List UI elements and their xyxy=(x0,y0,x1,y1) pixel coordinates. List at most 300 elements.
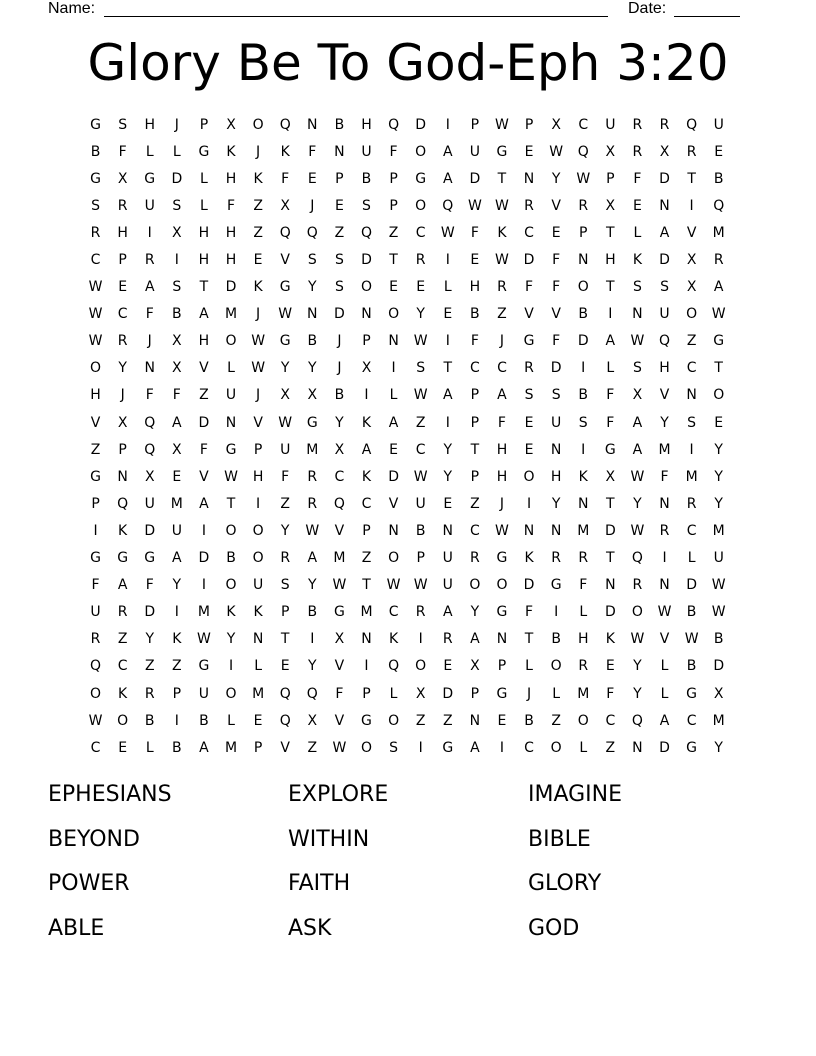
grid-letter[interactable]: G xyxy=(306,414,318,431)
grid-letter[interactable]: S xyxy=(551,387,561,404)
grid-letter[interactable]: V xyxy=(90,414,101,431)
grid-letter[interactable]: X xyxy=(307,712,318,729)
grid-letter[interactable]: A xyxy=(144,279,155,296)
grid-letter[interactable]: C xyxy=(388,604,399,621)
grid-letter[interactable]: A xyxy=(659,712,670,729)
grid-letter[interactable]: P xyxy=(524,116,534,133)
grid-letter[interactable]: L xyxy=(200,197,208,214)
grid-letter[interactable]: F xyxy=(389,143,398,160)
grid-letter[interactable]: D xyxy=(144,604,156,621)
grid-letter[interactable]: W xyxy=(630,522,645,539)
grid-letter[interactable]: E xyxy=(307,170,317,187)
grid-letter[interactable]: P xyxy=(362,333,371,350)
grid-letter[interactable]: Y xyxy=(145,631,155,648)
grid-letter[interactable]: I xyxy=(418,739,423,756)
grid-letter[interactable]: R xyxy=(578,550,589,567)
grid-letter[interactable]: G xyxy=(550,577,562,594)
grid-letter[interactable]: W xyxy=(224,468,238,485)
grid-letter[interactable]: B xyxy=(361,170,372,187)
grid-letter[interactable]: Y xyxy=(633,495,642,512)
grid-letter[interactable]: R xyxy=(632,143,643,160)
grid-letter[interactable]: E xyxy=(605,658,615,675)
grid-letter[interactable]: S xyxy=(660,279,669,296)
grid-letter[interactable]: E xyxy=(714,414,724,431)
grid-letter[interactable]: E xyxy=(334,197,344,214)
grid-letter[interactable]: E xyxy=(172,468,182,485)
grid-letter[interactable]: X xyxy=(361,360,372,377)
grid-letter[interactable]: Y xyxy=(443,441,453,458)
grid-letter[interactable]: X xyxy=(415,685,426,702)
grid-letter[interactable]: O xyxy=(252,522,264,539)
grid-letter[interactable]: H xyxy=(225,170,237,187)
grid-letter[interactable]: Y xyxy=(335,414,344,431)
grid-letter[interactable]: N xyxy=(144,360,155,377)
grid-letter[interactable]: S xyxy=(172,279,182,296)
grid-letter[interactable]: P xyxy=(335,170,344,187)
grid-letter[interactable]: R xyxy=(551,550,561,567)
grid-letter[interactable]: Q xyxy=(686,116,698,133)
grid-letter[interactable]: G xyxy=(279,279,291,296)
grid-letter[interactable]: H xyxy=(198,333,210,350)
grid-letter[interactable]: I xyxy=(581,360,586,377)
grid-letter[interactable]: W xyxy=(332,577,347,594)
grid-letter[interactable]: R xyxy=(415,252,426,269)
grid-letter[interactable]: O xyxy=(388,550,400,567)
grid-letter[interactable]: F xyxy=(281,468,290,485)
grid-letter[interactable]: S xyxy=(307,252,317,269)
grid-letter[interactable]: S xyxy=(334,279,344,296)
grid-letter[interactable]: D xyxy=(388,468,399,485)
grid-letter[interactable]: G xyxy=(442,739,454,756)
grid-letter[interactable]: N xyxy=(686,387,697,404)
grid-letter[interactable]: A xyxy=(442,143,453,160)
grid-letter[interactable]: B xyxy=(90,143,101,160)
grid-letter[interactable]: V xyxy=(334,658,345,675)
grid-letter[interactable]: F xyxy=(308,143,317,160)
grid-letter[interactable]: F xyxy=(172,387,181,404)
grid-letter[interactable]: R xyxy=(578,197,589,214)
grid-letter[interactable]: D xyxy=(144,522,156,539)
grid-letter[interactable]: P xyxy=(416,550,425,567)
grid-letter[interactable]: Y xyxy=(714,441,723,458)
grid-letter[interactable]: Z xyxy=(415,414,426,431)
grid-letter[interactable]: K xyxy=(226,604,236,621)
grid-letter[interactable]: L xyxy=(227,712,235,729)
grid-letter[interactable]: G xyxy=(198,658,210,675)
grid-letter[interactable]: W xyxy=(630,631,645,648)
grid-letter[interactable]: P xyxy=(118,441,127,458)
grid-letter[interactable]: N xyxy=(307,306,318,323)
grid-letter[interactable]: E xyxy=(524,441,534,458)
grid-letter[interactable]: E xyxy=(389,279,398,296)
grid-letter[interactable]: G xyxy=(496,550,508,567)
grid-letter[interactable]: G xyxy=(523,333,535,350)
grid-letter[interactable]: U xyxy=(415,495,426,512)
grid-letter[interactable]: X xyxy=(605,468,616,485)
grid-letter[interactable]: D xyxy=(361,252,372,269)
grid-letter[interactable]: K xyxy=(226,143,236,160)
grid-letter[interactable]: N xyxy=(361,631,372,648)
grid-letter[interactable]: D xyxy=(713,658,725,675)
grid-letter[interactable]: W xyxy=(495,197,509,214)
grid-letter[interactable]: B xyxy=(551,631,561,648)
grid-letter[interactable]: C xyxy=(469,360,480,377)
grid-letter[interactable]: R xyxy=(90,631,101,648)
grid-letter[interactable]: V xyxy=(199,360,209,377)
grid-letter[interactable]: P xyxy=(470,685,480,702)
grid-letter[interactable]: B xyxy=(578,387,589,404)
grid-letter[interactable]: Q xyxy=(713,197,725,214)
grid-letter[interactable]: H xyxy=(225,224,237,241)
grid-letter[interactable]: U xyxy=(713,550,724,567)
grid-letter[interactable]: O xyxy=(117,712,129,729)
grid-letter[interactable]: L xyxy=(443,279,452,296)
grid-letter[interactable]: A xyxy=(307,550,318,567)
grid-letter[interactable]: F xyxy=(470,224,479,241)
grid-letter[interactable]: I xyxy=(499,739,505,756)
grid-letter[interactable]: F xyxy=(226,197,236,214)
grid-letter[interactable]: W xyxy=(251,333,266,350)
grid-letter[interactable]: Z xyxy=(686,333,697,350)
grid-letter[interactable]: I xyxy=(608,306,613,323)
grid-letter[interactable]: W xyxy=(413,333,428,350)
grid-letter[interactable]: K xyxy=(388,631,399,648)
grid-letter[interactable]: V xyxy=(551,306,561,323)
grid-letter[interactable]: J xyxy=(337,360,342,377)
grid-letter[interactable]: T xyxy=(606,279,615,296)
grid-letter[interactable]: A xyxy=(605,333,616,350)
grid-letter[interactable]: C xyxy=(686,522,697,539)
grid-letter[interactable]: M xyxy=(224,739,238,756)
grid-letter[interactable]: Y xyxy=(551,495,561,512)
grid-letter[interactable]: P xyxy=(253,441,263,458)
grid-letter[interactable]: K xyxy=(118,685,128,702)
grid-letter[interactable]: Y xyxy=(308,577,317,594)
grid-letter[interactable]: Q xyxy=(631,712,643,729)
grid-letter[interactable]: N xyxy=(659,197,670,214)
grid-letter[interactable]: R xyxy=(497,279,507,296)
grid-letter[interactable]: Y xyxy=(226,631,236,648)
grid-letter[interactable]: W xyxy=(88,279,103,296)
grid-letter[interactable]: D xyxy=(550,360,562,377)
grid-letter[interactable]: X xyxy=(686,279,697,296)
grid-letter[interactable]: M xyxy=(577,522,590,539)
grid-letter[interactable]: P xyxy=(172,685,182,702)
grid-letter[interactable]: Z xyxy=(415,712,426,729)
grid-letter[interactable]: I xyxy=(364,387,369,404)
grid-letter[interactable]: S xyxy=(334,252,344,269)
grid-letter[interactable]: R xyxy=(659,116,670,133)
grid-letter[interactable]: Z xyxy=(551,712,561,729)
grid-letter[interactable]: V xyxy=(334,712,345,729)
grid-letter[interactable]: V xyxy=(524,306,534,323)
grid-letter[interactable]: R xyxy=(686,143,697,160)
grid-letter[interactable]: W xyxy=(576,170,591,187)
grid-letter[interactable]: K xyxy=(361,414,372,431)
grid-letter[interactable]: D xyxy=(659,739,670,756)
grid-letter[interactable]: S xyxy=(362,197,371,214)
grid-letter[interactable]: X xyxy=(172,360,182,377)
grid-letter[interactable]: I xyxy=(310,631,315,648)
grid-letter[interactable]: N xyxy=(225,414,237,431)
grid-letter[interactable]: P xyxy=(199,116,209,133)
grid-letter[interactable]: F xyxy=(145,306,154,323)
grid-letter[interactable]: Y xyxy=(714,468,723,485)
grid-letter[interactable]: Y xyxy=(714,739,723,756)
grid-letter[interactable]: B xyxy=(144,712,155,729)
grid-letter[interactable]: Z xyxy=(470,495,480,512)
grid-letter[interactable]: Q xyxy=(279,116,291,133)
grid-letter[interactable]: I xyxy=(147,224,152,241)
grid-letter[interactable]: L xyxy=(200,170,208,187)
grid-letter[interactable]: B xyxy=(226,550,236,567)
grid-letter[interactable]: O xyxy=(415,197,427,214)
grid-letter[interactable]: W xyxy=(88,712,103,729)
grid-letter[interactable]: M xyxy=(333,550,346,567)
grid-letter[interactable]: A xyxy=(713,279,724,296)
grid-letter[interactable]: E xyxy=(524,143,534,160)
grid-letter[interactable]: M xyxy=(658,441,671,458)
grid-letter[interactable]: P xyxy=(497,658,507,675)
grid-letter[interactable]: M xyxy=(685,468,698,485)
grid-letter[interactable]: P xyxy=(253,739,263,756)
grid-letter[interactable]: R xyxy=(280,550,291,567)
grid-letter[interactable]: N xyxy=(659,577,670,594)
grid-letter[interactable]: X xyxy=(334,631,345,648)
grid-letter[interactable]: Q xyxy=(360,224,372,241)
grid-letter[interactable]: F xyxy=(633,170,642,187)
grid-letter[interactable]: T xyxy=(687,170,696,187)
grid-letter[interactable]: T xyxy=(443,360,453,377)
grid-letter[interactable]: J xyxy=(120,387,125,404)
grid-letter[interactable]: W xyxy=(413,387,428,404)
grid-letter[interactable]: B xyxy=(415,522,426,539)
grid-letter[interactable]: A xyxy=(442,170,453,187)
grid-letter[interactable]: X xyxy=(659,143,670,160)
grid-letter[interactable]: I xyxy=(228,658,234,675)
grid-letter[interactable]: L xyxy=(172,143,181,160)
grid-letter[interactable]: D xyxy=(415,116,427,133)
grid-letter[interactable]: R xyxy=(144,685,155,702)
grid-letter[interactable]: Y xyxy=(172,577,182,594)
grid-letter[interactable]: J xyxy=(310,197,315,214)
grid-letter[interactable]: W xyxy=(278,414,293,431)
grid-letter[interactable]: B xyxy=(713,170,724,187)
grid-letter[interactable]: I xyxy=(93,522,98,539)
grid-letter[interactable]: S xyxy=(416,360,426,377)
grid-letter[interactable]: Y xyxy=(470,604,480,621)
grid-letter[interactable]: W xyxy=(495,522,509,539)
grid-letter[interactable]: E xyxy=(470,252,480,269)
grid-letter[interactable]: D xyxy=(198,550,210,567)
grid-letter[interactable]: R xyxy=(307,468,318,485)
grid-letter[interactable]: S xyxy=(91,197,100,214)
grid-letter[interactable]: D xyxy=(225,279,237,296)
grid-letter[interactable]: O xyxy=(577,279,589,296)
grid-letter[interactable]: O xyxy=(415,658,427,675)
grid-letter[interactable]: C xyxy=(686,712,697,729)
grid-letter[interactable]: A xyxy=(199,739,209,756)
grid-letter[interactable]: X xyxy=(605,143,616,160)
grid-letter[interactable]: E xyxy=(443,658,453,675)
grid-letter[interactable]: T xyxy=(497,170,507,187)
grid-letter[interactable]: Q xyxy=(117,495,129,512)
grid-letter[interactable]: R xyxy=(632,577,643,594)
grid-letter[interactable]: L xyxy=(633,224,642,241)
grid-letter[interactable]: X xyxy=(280,387,290,404)
grid-letter[interactable]: A xyxy=(632,441,643,458)
grid-letter[interactable]: G xyxy=(333,604,345,621)
grid-letter[interactable]: A xyxy=(470,631,480,648)
grid-letter[interactable]: G xyxy=(415,170,427,187)
grid-letter[interactable]: F xyxy=(606,685,615,702)
grid-letter[interactable]: F xyxy=(552,279,561,296)
grid-letter[interactable]: C xyxy=(497,360,507,377)
grid-letter[interactable]: L xyxy=(687,550,696,567)
grid-letter[interactable]: W xyxy=(711,577,726,594)
grid-letter[interactable]: W xyxy=(467,197,482,214)
grid-letter[interactable]: A xyxy=(117,577,128,594)
grid-letter[interactable]: P xyxy=(362,522,371,539)
grid-letter[interactable]: B xyxy=(686,658,697,675)
grid-letter[interactable]: K xyxy=(632,252,643,269)
grid-letter[interactable]: H xyxy=(90,387,101,404)
grid-letter[interactable]: W xyxy=(305,522,320,539)
grid-letter[interactable]: Y xyxy=(308,279,317,296)
grid-letter[interactable]: I xyxy=(689,197,694,214)
grid-letter[interactable]: U xyxy=(225,387,237,404)
grid-letter[interactable]: R xyxy=(144,252,155,269)
grid-letter[interactable]: Z xyxy=(334,224,345,241)
grid-letter[interactable]: F xyxy=(145,577,154,594)
grid-letter[interactable]: M xyxy=(712,712,725,729)
grid-letter[interactable]: V xyxy=(551,197,561,214)
grid-letter[interactable]: X xyxy=(605,197,616,214)
grid-letter[interactable]: N xyxy=(523,522,535,539)
grid-letter[interactable]: G xyxy=(90,170,101,187)
grid-letter[interactable]: W xyxy=(495,252,509,269)
grid-letter[interactable]: I xyxy=(391,360,396,377)
grid-letter[interactable]: I xyxy=(526,495,532,512)
grid-letter[interactable]: F xyxy=(335,685,344,702)
grid-letter[interactable]: U xyxy=(442,550,453,567)
grid-letter[interactable]: T xyxy=(226,495,236,512)
grid-letter[interactable]: O xyxy=(577,712,589,729)
grid-letter[interactable]: R xyxy=(117,197,128,214)
grid-letter[interactable]: N xyxy=(632,739,643,756)
grid-letter[interactable]: W xyxy=(711,306,726,323)
grid-letter[interactable]: H xyxy=(550,468,562,485)
grid-letter[interactable]: N xyxy=(442,522,453,539)
grid-letter[interactable]: A xyxy=(632,414,643,431)
grid-letter[interactable]: A xyxy=(172,550,182,567)
grid-letter[interactable]: W xyxy=(711,604,726,621)
grid-letter[interactable]: R xyxy=(117,604,128,621)
grid-letter[interactable]: K xyxy=(497,224,507,241)
grid-letter[interactable]: O xyxy=(388,306,400,323)
grid-letter[interactable]: F xyxy=(552,252,561,269)
grid-letter[interactable]: N xyxy=(577,495,589,512)
grid-letter[interactable]: U xyxy=(252,577,264,594)
grid-letter[interactable]: A xyxy=(199,306,209,323)
grid-letter[interactable]: K xyxy=(605,631,615,648)
grid-letter[interactable]: G xyxy=(604,441,616,458)
grid-letter[interactable]: U xyxy=(144,495,155,512)
grid-letter[interactable]: R xyxy=(117,333,128,350)
grid-letter[interactable]: N xyxy=(388,522,399,539)
grid-letter[interactable]: Y xyxy=(633,685,642,702)
grid-letter[interactable]: D xyxy=(523,252,535,269)
grid-letter[interactable]: C xyxy=(90,739,101,756)
grid-letter[interactable]: P xyxy=(389,170,398,187)
grid-letter[interactable]: Q xyxy=(333,495,345,512)
grid-letter[interactable]: K xyxy=(253,604,263,621)
grid-letter[interactable]: P xyxy=(579,224,588,241)
grid-letter[interactable]: Q xyxy=(388,658,400,675)
grid-letter[interactable]: N xyxy=(632,306,643,323)
grid-letter[interactable]: V xyxy=(334,522,345,539)
grid-letter[interactable]: X xyxy=(470,658,480,675)
date-blank[interactable] xyxy=(674,16,740,17)
grid-letter[interactable]: L xyxy=(389,685,398,702)
grid-letter[interactable]: F xyxy=(281,170,290,187)
grid-letter[interactable]: H xyxy=(469,279,481,296)
grid-letter[interactable]: O xyxy=(388,712,400,729)
grid-letter[interactable]: R xyxy=(90,224,101,241)
grid-letter[interactable]: Q xyxy=(577,143,589,160)
grid-letter[interactable]: O xyxy=(415,143,427,160)
grid-letter[interactable]: Q xyxy=(279,224,291,241)
grid-letter[interactable]: H xyxy=(361,116,372,133)
grid-letter[interactable]: G xyxy=(225,441,237,458)
grid-letter[interactable]: D xyxy=(686,577,697,594)
grid-letter[interactable]: Z xyxy=(280,495,290,512)
grid-letter[interactable]: Z xyxy=(388,224,399,241)
grid-letter[interactable]: G xyxy=(496,685,508,702)
grid-letter[interactable]: F xyxy=(497,414,506,431)
grid-letter[interactable]: B xyxy=(307,333,318,350)
grid-letter[interactable]: I xyxy=(364,658,369,675)
grid-letter[interactable]: U xyxy=(280,441,291,458)
grid-letter[interactable]: C xyxy=(605,712,616,729)
grid-letter[interactable]: G xyxy=(361,712,372,729)
grid-letter[interactable]: V xyxy=(659,387,670,404)
grid-letter[interactable]: E xyxy=(551,224,561,241)
grid-letter[interactable]: Q xyxy=(279,685,291,702)
grid-letter[interactable]: F xyxy=(199,441,208,458)
grid-letter[interactable]: N xyxy=(523,170,535,187)
grid-letter[interactable]: D xyxy=(604,604,616,621)
grid-letter[interactable]: G xyxy=(117,550,129,567)
grid-letter[interactable]: U xyxy=(469,143,480,160)
grid-letter[interactable]: O xyxy=(225,685,237,702)
grid-letter[interactable]: R xyxy=(524,360,534,377)
grid-letter[interactable]: H xyxy=(198,224,210,241)
grid-letter[interactable]: G xyxy=(279,333,291,350)
grid-letter[interactable]: N xyxy=(334,143,345,160)
grid-letter[interactable]: K xyxy=(118,522,128,539)
grid-letter[interactable]: F xyxy=(470,333,479,350)
grid-letter[interactable]: Y xyxy=(660,414,669,431)
grid-letter[interactable]: K xyxy=(253,170,263,187)
grid-letter[interactable]: Z xyxy=(442,712,453,729)
grid-letter[interactable]: Z xyxy=(253,197,263,214)
grid-letter[interactable]: B xyxy=(470,306,480,323)
grid-letter[interactable]: E xyxy=(280,658,290,675)
grid-letter[interactable]: Y xyxy=(280,360,290,377)
grid-letter[interactable]: P xyxy=(389,197,398,214)
grid-letter[interactable]: C xyxy=(524,224,534,241)
